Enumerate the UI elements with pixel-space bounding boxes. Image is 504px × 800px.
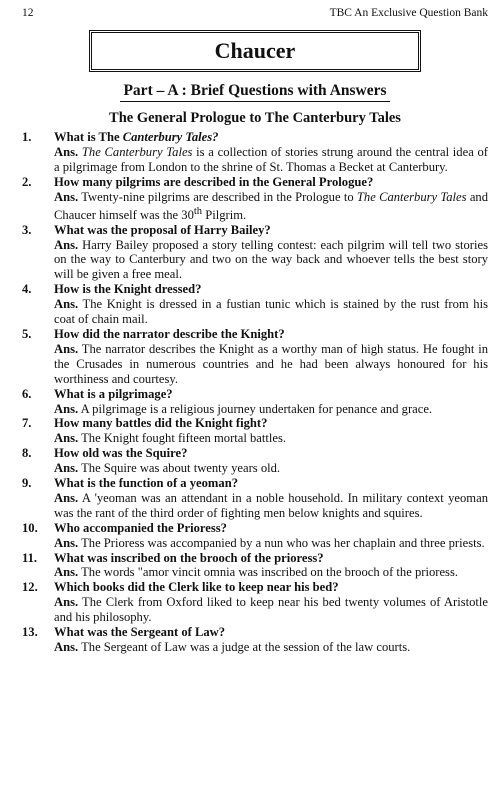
qa-item xyxy=(22,416,488,446)
question-number: 3. xyxy=(22,222,32,237)
qa-body xyxy=(54,580,488,625)
running-title: TBC An Exclusive Question Bank xyxy=(329,7,488,19)
question-text: Which books did the Clerk like to keep near his bed? xyxy=(54,580,339,595)
qa-body xyxy=(54,282,488,327)
answer-text: Ans. The words "amor vincit omnia was inscribed on the brooch of the prioress. xyxy=(54,565,458,580)
question-number: 7. xyxy=(22,416,32,431)
qa-list xyxy=(22,130,488,655)
page-number: 12 xyxy=(22,7,34,19)
chapter-title-box xyxy=(89,30,421,72)
qa-item xyxy=(22,476,488,521)
question-number: 5. xyxy=(22,326,32,341)
qa-item xyxy=(22,175,488,223)
qa-body xyxy=(54,416,488,446)
answer-text: Ans. The narrator describes the Knight as a worthy man of high status. He fought in the Crusades in numerous countries and he had been always honoured for his worthiness and courtesy. xyxy=(54,341,488,386)
section-heading: The General Prologue to The Canterbury Tales xyxy=(109,110,401,126)
question-text: What was the Sergeant of Law? xyxy=(54,625,226,640)
qa-body xyxy=(54,175,488,223)
question-text: How many pilgrims are described in the General Prologue? xyxy=(54,174,374,189)
answer-text: Ans. The Prioress was accompanied by a nun who was her chaplain and three priests. xyxy=(54,535,485,550)
question-text: How is the Knight dressed? xyxy=(54,282,202,297)
qa-item xyxy=(22,521,488,551)
question-text: Who accompanied the Prioress? xyxy=(54,520,227,535)
qa-item xyxy=(22,223,488,283)
chapter-title: Chaucer xyxy=(214,38,296,63)
question-number: 2. xyxy=(22,174,32,189)
qa-body xyxy=(54,521,488,551)
qa-body xyxy=(54,476,488,521)
question-text: What is The Canterbury Tales? xyxy=(54,130,219,144)
question-number: 8. xyxy=(22,446,32,461)
qa-body xyxy=(54,551,488,581)
running-header xyxy=(22,6,488,20)
qa-item xyxy=(22,625,488,655)
qa-item xyxy=(22,580,488,625)
question-number: 10. xyxy=(22,520,38,535)
question-text: What is the function of a yeoman? xyxy=(54,476,239,491)
qa-item xyxy=(22,446,488,476)
answer-text: Ans. The Knight is dressed in a fustian tunic which is stained by the rust from his coat of chain mail. xyxy=(54,297,488,327)
qa-item xyxy=(22,387,488,417)
question-text: How did the narrator describe the Knight? xyxy=(54,326,285,341)
answer-text: Ans. A 'yeoman was an attendant in a noble household. In military context yeoman was the rant of the third order of fighting men below knights and squires. xyxy=(54,490,488,520)
qa-body xyxy=(54,387,488,417)
question-number: 1. xyxy=(22,130,32,144)
question-number: 9. xyxy=(22,476,32,491)
qa-item xyxy=(22,282,488,327)
qa-body xyxy=(54,223,488,283)
answer-text: Ans. Harry Bailey proposed a story telling contest: each pilgrim will tell two stories on the way to Canterbury and two on the way back and whoever tells the best story will be given a free meal. xyxy=(54,237,488,282)
question-number: 4. xyxy=(22,282,32,297)
question-number: 12. xyxy=(22,580,38,595)
qa-body xyxy=(54,327,488,387)
question-number: 6. xyxy=(22,386,32,401)
answer-text: Ans. Twenty-nine pilgrims are described in the Prologue to The Canterbury Tales and Chaucer himself was the 30th Pilgrim. xyxy=(54,189,489,222)
answer-text: Ans. The Knight fought fifteen mortal battles. xyxy=(54,431,287,446)
qa-item xyxy=(22,130,488,175)
answer-text: Ans. The Canterbury Tales is a collection of stories strung around the central idea of a pilgrimage from London to the shrine of St. Thomas a Becket at Canterbury. xyxy=(54,144,488,174)
question-text: What was the proposal of Harry Bailey? xyxy=(54,222,271,237)
question-text: What was inscribed on the brooch of the prioress? xyxy=(54,550,324,565)
qa-body xyxy=(54,625,488,655)
answer-text: Ans. The Squire was about twenty years old. xyxy=(54,461,281,476)
question-text: What is a pilgrimage? xyxy=(54,386,173,401)
qa-body xyxy=(54,130,488,175)
answer-text: Ans. The Clerk from Oxford liked to keep near his bed twenty volumes of Aristotle and his philosophy. xyxy=(54,595,488,625)
question-number: 11. xyxy=(22,550,38,565)
part-heading-wrap xyxy=(22,82,488,102)
answer-text: Ans. A pilgrimage is a religious journey undertaken for penance and grace. xyxy=(54,401,433,416)
part-heading: Part – A : Brief Questions with Answers xyxy=(120,82,389,102)
question-text: How old was the Squire? xyxy=(54,446,188,461)
question-number: 13. xyxy=(22,625,38,640)
answer-text: Ans. The Sergeant of Law was a judge at the session of the law courts. xyxy=(54,640,411,654)
question-text: How many battles did the Knight fight? xyxy=(54,416,268,431)
qa-item xyxy=(22,327,488,387)
qa-item xyxy=(22,551,488,581)
qa-body xyxy=(54,446,488,476)
